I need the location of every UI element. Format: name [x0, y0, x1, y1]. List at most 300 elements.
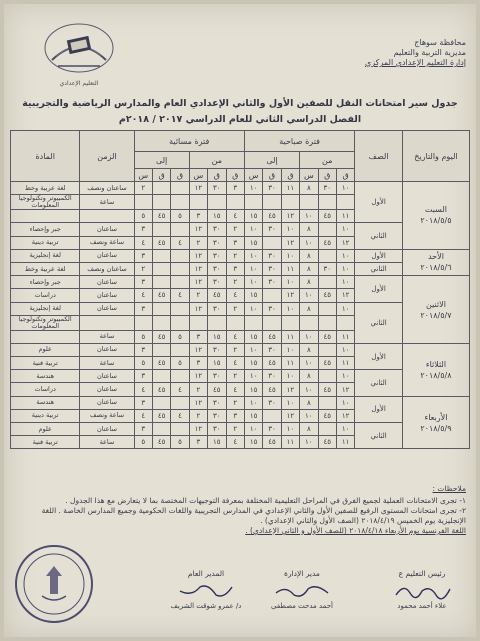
time-cell — [152, 276, 170, 289]
duration-cell: ساعتان — [80, 343, 134, 356]
time-cell — [318, 195, 336, 210]
document-page — [4, 4, 476, 637]
day-date-cell — [402, 343, 469, 396]
time-cell: ١٥ — [244, 357, 262, 370]
document-title: جدول سير امتحانات النقل للصفين الأول والثاني الإعدادي العام والمدارس الرياضية والتجريبية — [22, 98, 458, 109]
time-cell: ٣ — [189, 436, 207, 449]
time-cell: ٣٠ — [208, 262, 226, 275]
time-cell: ١٠ — [281, 396, 299, 409]
duration-cell: ساعتان — [80, 423, 134, 436]
time-cell — [300, 195, 318, 210]
time-cell — [152, 195, 170, 210]
time-cell: ٢ — [226, 302, 244, 315]
time-cell — [171, 195, 189, 210]
time-cell: ١٢ — [189, 262, 207, 275]
notes-title: ملاحظات : — [432, 484, 466, 493]
time-cell: ٣ — [134, 343, 152, 356]
header-time-unit: ق — [171, 169, 189, 182]
duration-cell — [80, 315, 134, 330]
time-cell: ٤٥ — [152, 289, 170, 302]
time-cell: ١٥ — [208, 210, 226, 223]
time-cell: ٨ — [300, 423, 318, 436]
time-cell — [171, 276, 189, 289]
header-time-unit: ق — [152, 169, 170, 182]
subject-cell — [11, 210, 80, 223]
time-cell: ٤ — [134, 236, 152, 249]
header-time-unit: س — [300, 169, 318, 182]
time-cell: ١٠ — [281, 302, 299, 315]
time-cell: ٣٠ — [263, 262, 281, 275]
time-cell — [318, 343, 336, 356]
time-cell: ١٠ — [244, 370, 262, 383]
subject-cell: تربية فنية — [11, 436, 80, 449]
time-cell: ٤٥ — [208, 383, 226, 396]
signature-block-2 — [262, 569, 342, 610]
time-cell: ١٠ — [336, 182, 354, 195]
time-cell: ١٠ — [300, 409, 318, 422]
signature-name: علاء أحمد محمود — [397, 602, 447, 610]
header-morning-to: إلى — [244, 152, 299, 169]
time-cell: ٤٥ — [263, 436, 281, 449]
duration-cell: ساعتان — [80, 383, 134, 396]
time-cell — [318, 423, 336, 436]
time-cell: ١٢ — [336, 236, 354, 249]
header-time-unit: ق — [263, 169, 281, 182]
time-cell: ٢ — [189, 289, 207, 302]
header-time-unit: ق — [281, 169, 299, 182]
time-cell: ٣٠ — [208, 182, 226, 195]
time-cell: ١٠ — [244, 262, 262, 275]
time-cell — [318, 370, 336, 383]
table-row — [11, 423, 470, 436]
time-cell: ١٥ — [244, 210, 262, 223]
time-cell — [318, 249, 336, 262]
duration-cell: ساعة ونصف — [80, 236, 134, 249]
time-cell: ٢ — [226, 423, 244, 436]
header-evening: فترة مسائية — [134, 131, 244, 152]
time-cell: ١١ — [281, 357, 299, 370]
time-cell: ٨ — [300, 396, 318, 409]
day-date-cell — [402, 249, 469, 275]
time-cell: ١٠ — [336, 396, 354, 409]
time-cell — [171, 343, 189, 356]
logo-caption: التعليم الإعدادي — [59, 80, 99, 87]
time-cell: ٣٠ — [208, 302, 226, 315]
time-cell: ١٢ — [336, 383, 354, 396]
time-cell: ١٥ — [244, 436, 262, 449]
time-cell: ٤٥ — [318, 383, 336, 396]
time-cell: ٤ — [171, 289, 189, 302]
duration-cell: ساعتان — [80, 276, 134, 289]
table-row — [11, 249, 470, 262]
time-cell — [171, 223, 189, 236]
time-cell: ١٠ — [244, 249, 262, 262]
subject-cell: تربية فنية — [11, 357, 80, 370]
time-cell: ٥ — [171, 357, 189, 370]
exam-date: ٢٠١٨/٥/٦ — [420, 263, 452, 273]
time-cell: ١٠ — [300, 289, 318, 302]
time-cell: ٢ — [189, 236, 207, 249]
time-cell: ٣ — [134, 223, 152, 236]
time-cell — [171, 182, 189, 195]
header-time-unit: ق — [336, 169, 354, 182]
time-cell: ٢ — [226, 396, 244, 409]
time-cell — [152, 396, 170, 409]
time-cell: ٢ — [134, 182, 152, 195]
subject-cell: لغة عربية وخط — [11, 182, 80, 195]
time-cell: ١٠ — [336, 370, 354, 383]
duration-cell: ساعتان — [80, 289, 134, 302]
note-1: ١- تجرى الامتحانات العملية لجميع الفرق في المراحل التعليمية المختلفة بمعرفة التوجيهات المختصة بما لا يتعارض مع هذا الجدول . — [65, 496, 466, 505]
time-cell: ٤ — [226, 357, 244, 370]
day-name: الثلاثاء — [425, 359, 447, 369]
time-cell: ٣٠ — [263, 182, 281, 195]
time-cell — [134, 315, 152, 330]
time-cell — [336, 315, 354, 330]
duration-cell — [80, 210, 134, 223]
time-cell: ٣ — [134, 370, 152, 383]
time-cell: ٤ — [171, 409, 189, 422]
time-cell: ٤٥ — [318, 236, 336, 249]
time-cell: ٤٥ — [318, 436, 336, 449]
time-cell: ٨ — [300, 302, 318, 315]
grade-cell: الثاني — [355, 262, 403, 275]
time-cell: ٥ — [171, 210, 189, 223]
subject-cell: هندسة — [11, 370, 80, 383]
time-cell: ٤ — [134, 409, 152, 422]
subject-cell: لغة إنجليزية — [11, 302, 80, 315]
time-cell — [244, 315, 262, 330]
time-cell: ٣ — [134, 276, 152, 289]
time-cell: ٣ — [189, 330, 207, 343]
time-cell: ٤٥ — [318, 210, 336, 223]
subject-cell: الكمبيوتر وتكنولوجيا المعلومات — [11, 315, 80, 330]
signatures — [18, 569, 468, 629]
time-cell: ٣ — [134, 302, 152, 315]
ministry-logo-icon — [42, 20, 116, 82]
grade-cell: الأول — [355, 396, 403, 422]
time-cell: ١١ — [281, 330, 299, 343]
note-3: اللغة الفرنسية يوم الأربعاء ٢٠١٨/٤/١٨ (للصف الأول و الثاني الإعدادي) . — [245, 526, 466, 535]
time-cell — [318, 396, 336, 409]
time-cell: ١٢ — [281, 289, 299, 302]
time-cell: ١٢ — [189, 249, 207, 262]
time-cell: ٣ — [134, 249, 152, 262]
day-name: الاثنين — [425, 299, 446, 309]
time-cell: ٤ — [226, 289, 244, 302]
time-cell: ٨ — [300, 249, 318, 262]
time-cell: ١٢ — [189, 223, 207, 236]
time-cell: ٨ — [300, 262, 318, 275]
time-cell: ٤ — [226, 210, 244, 223]
time-cell — [152, 315, 170, 330]
signature-title: المدير العام — [187, 569, 225, 578]
time-cell: ٤ — [134, 289, 152, 302]
time-cell — [281, 315, 299, 330]
subject-cell: جبر وإحصاء — [11, 223, 80, 236]
time-cell: ١١ — [336, 210, 354, 223]
time-cell — [318, 315, 336, 330]
time-cell: ١٠ — [336, 223, 354, 236]
time-cell: ١٠ — [281, 249, 299, 262]
time-cell: ٢ — [226, 370, 244, 383]
signature-title: مدير الإدارة — [284, 569, 320, 578]
time-cell — [318, 223, 336, 236]
time-cell: ٢ — [226, 343, 244, 356]
time-cell: ١٥ — [208, 330, 226, 343]
signature-name: أحمد مدحت مصطفى — [270, 602, 333, 610]
time-cell — [336, 195, 354, 210]
time-cell: ٣٠ — [263, 396, 281, 409]
exam-schedule-table — [10, 130, 470, 449]
subject-cell: علوم — [11, 423, 80, 436]
time-cell: ٤٥ — [208, 289, 226, 302]
header-day-date: اليوم والتاريخ — [402, 131, 469, 182]
time-cell — [281, 195, 299, 210]
time-cell — [152, 370, 170, 383]
subject-cell: دراسات — [11, 383, 80, 396]
time-cell: ١٢ — [281, 383, 299, 396]
signature-title: رئيس التعليم ع — [398, 569, 446, 578]
time-cell: ١٢ — [281, 409, 299, 422]
time-cell: ٤٥ — [152, 357, 170, 370]
exam-date: ٢٠١٨/٥/٥ — [420, 216, 452, 226]
time-cell: ٤ — [171, 383, 189, 396]
time-cell: ٣٠ — [208, 223, 226, 236]
time-cell: ٣ — [134, 423, 152, 436]
time-cell — [189, 195, 207, 210]
time-cell: ١٥ — [208, 357, 226, 370]
subject-cell: لغة إنجليزية — [11, 249, 80, 262]
time-cell: ٤٥ — [263, 383, 281, 396]
time-cell: ١٢ — [281, 236, 299, 249]
time-cell — [318, 302, 336, 315]
time-cell — [263, 195, 281, 210]
time-cell: ١١ — [336, 330, 354, 343]
duration-cell: ساعتان ونصف — [80, 182, 134, 195]
time-cell: ٣ — [226, 409, 244, 422]
time-cell: ٣٠ — [263, 343, 281, 356]
duration-cell: ساعتان — [80, 249, 134, 262]
time-cell: ٥ — [171, 436, 189, 449]
handwritten-signature-icon — [392, 581, 452, 601]
time-cell: ١٥ — [244, 236, 262, 249]
grade-cell: الثاني — [355, 423, 403, 449]
header-evening-from: من — [189, 152, 244, 169]
time-cell — [152, 302, 170, 315]
grade-cell: الثاني — [355, 223, 403, 249]
exam-date: ٢٠١٨/٥/٨ — [420, 370, 452, 380]
time-cell: ٤ — [134, 383, 152, 396]
subject-cell: الكمبيوتر وتكنولوجيا المعلومات — [11, 195, 80, 210]
time-cell: ٣٠ — [208, 423, 226, 436]
time-cell: ٣ — [134, 396, 152, 409]
time-cell — [171, 302, 189, 315]
table-row — [11, 276, 470, 289]
time-cell: ١٠ — [281, 276, 299, 289]
time-cell: ٣ — [189, 210, 207, 223]
time-cell: ٣٠ — [263, 249, 281, 262]
header-time-unit: ق — [208, 169, 226, 182]
time-cell: ١٠ — [336, 262, 354, 275]
time-cell: ١٠ — [300, 436, 318, 449]
time-cell: ٤٥ — [318, 289, 336, 302]
header-morning-from: من — [300, 152, 355, 169]
day-name: الأربعاء — [424, 412, 448, 422]
time-cell — [152, 423, 170, 436]
subject-cell: لغة عربية وخط — [11, 262, 80, 275]
exam-date: ٢٠١٨/٥/٩ — [420, 423, 452, 433]
time-cell: ١٢ — [189, 276, 207, 289]
note-2: ٢- تجرى امتحانات المستوى الرفيع للصفين الأول والثاني الإعدادي في المدارس التجريبية واللغات الحكومية وجميع المدارس الخاصة . اللغة الإنجليزية يوم الخميس ٢٠١٨/٤/١٩ (الصف الأول والثاني الإعدادي) . — [41, 506, 466, 525]
time-cell: ٣٠ — [318, 182, 336, 195]
time-cell: ١٠ — [281, 343, 299, 356]
time-cell — [189, 315, 207, 330]
time-cell: ٤٥ — [263, 357, 281, 370]
subject-cell: جبر وإحصاء — [11, 276, 80, 289]
signature-name: د/ عمرو شوقت الشريف — [170, 602, 242, 610]
time-cell: ٣٠ — [208, 236, 226, 249]
time-cell — [226, 315, 244, 330]
time-cell: ١١ — [336, 357, 354, 370]
header-subject: المادة — [11, 131, 80, 182]
duration-cell: ساعة — [80, 357, 134, 370]
time-cell: ١٢ — [189, 182, 207, 195]
time-cell: ٣٠ — [208, 249, 226, 262]
grade-cell: الأول — [355, 249, 403, 262]
time-cell: ١٥ — [244, 289, 262, 302]
time-cell: ١١ — [281, 262, 299, 275]
time-cell: ١٢ — [189, 302, 207, 315]
time-cell: ١٥ — [244, 383, 262, 396]
time-cell: ١٢ — [336, 289, 354, 302]
time-cell: ٤ — [226, 436, 244, 449]
time-cell: ٣٠ — [208, 370, 226, 383]
time-cell: ٥ — [171, 330, 189, 343]
time-cell: ١٠ — [336, 423, 354, 436]
handwritten-signature-icon — [176, 581, 236, 601]
header-time-unit: ق — [318, 169, 336, 182]
header-duration: الزمن — [80, 131, 134, 182]
exam-date: ٢٠١٨/٥/٧ — [420, 310, 452, 320]
time-cell: ٤ — [226, 383, 244, 396]
time-cell: ١٠ — [300, 357, 318, 370]
grade-cell: الأول — [355, 182, 403, 223]
duration-cell: ساعتان ونصف — [80, 262, 134, 275]
time-cell — [152, 343, 170, 356]
time-cell: ٢ — [226, 249, 244, 262]
handwritten-signature-icon — [272, 581, 332, 601]
subject-cell: دراسات — [11, 289, 80, 302]
time-cell: ٣٠ — [208, 396, 226, 409]
time-cell: ٣٠ — [318, 262, 336, 275]
grade-cell: الأول — [355, 276, 403, 302]
time-cell: ١٢ — [189, 423, 207, 436]
signature-block-3 — [166, 569, 246, 610]
time-cell: ٥ — [134, 357, 152, 370]
subject-cell: تربية دينية — [11, 236, 80, 249]
time-cell: ١٠ — [244, 223, 262, 236]
time-cell — [208, 315, 226, 330]
time-cell — [171, 315, 189, 330]
grade-cell: الثاني — [355, 370, 403, 396]
time-cell: ٣٠ — [263, 423, 281, 436]
table-row — [11, 370, 470, 383]
time-cell: ١٠ — [336, 302, 354, 315]
governorate-line: محافظة سوهاج — [414, 38, 466, 47]
day-name: الأحد — [427, 252, 444, 262]
time-cell: ١١ — [281, 436, 299, 449]
time-cell: ٢ — [226, 276, 244, 289]
header-time-unit: ق — [226, 169, 244, 182]
table-row — [11, 396, 470, 409]
header-time-unit: س — [189, 169, 207, 182]
table-row — [11, 343, 470, 356]
time-cell — [226, 195, 244, 210]
grade-cell: الثاني — [355, 302, 403, 343]
time-cell: ٤٥ — [318, 330, 336, 343]
time-cell: ١٠ — [281, 423, 299, 436]
time-cell — [263, 315, 281, 330]
time-cell: ٣٠ — [208, 409, 226, 422]
time-cell — [263, 236, 281, 249]
time-cell: ٣ — [226, 262, 244, 275]
table-row — [11, 182, 470, 195]
table-row — [11, 302, 470, 315]
time-cell: ٣٠ — [208, 343, 226, 356]
time-cell: ١٢ — [336, 409, 354, 422]
subject-cell: هندسة — [11, 396, 80, 409]
time-cell — [318, 276, 336, 289]
time-cell: ٥ — [134, 436, 152, 449]
time-cell: ٣٠ — [263, 370, 281, 383]
time-cell: ٤٥ — [263, 210, 281, 223]
administration-line: إدارة التعليم الإعدادي المركزي — [365, 58, 466, 67]
duration-cell: ساعتان — [80, 370, 134, 383]
time-cell: ٥ — [134, 210, 152, 223]
time-cell: ٤٥ — [318, 357, 336, 370]
table-row — [11, 262, 470, 275]
time-cell: ١٥ — [244, 330, 262, 343]
time-cell: ٢ — [226, 223, 244, 236]
day-date-cell — [402, 182, 469, 250]
time-cell: ٣٠ — [263, 276, 281, 289]
time-cell: ٣ — [189, 357, 207, 370]
time-cell: ١٠ — [244, 182, 262, 195]
time-cell: ١٥ — [208, 436, 226, 449]
time-cell — [263, 289, 281, 302]
duration-cell: ساعة ونصف — [80, 409, 134, 422]
time-cell: ٤ — [171, 236, 189, 249]
notes-section — [14, 484, 466, 536]
time-cell: ١٠ — [300, 383, 318, 396]
time-cell: ١٠ — [300, 236, 318, 249]
header-time-unit: س — [244, 169, 262, 182]
time-cell: ٨ — [300, 370, 318, 383]
time-cell: ٤٥ — [318, 409, 336, 422]
time-cell: ٥ — [134, 330, 152, 343]
time-cell — [171, 423, 189, 436]
time-cell: ١٢ — [189, 396, 207, 409]
time-cell: ٢ — [189, 409, 207, 422]
header-morning: فترة صباحية — [244, 131, 354, 152]
time-cell: ٤٥ — [152, 236, 170, 249]
directorate-line: مديرية التربية والتعليم — [393, 48, 466, 57]
time-cell — [152, 262, 170, 275]
time-cell: ٣٠ — [208, 276, 226, 289]
subject-cell: علوم — [11, 343, 80, 356]
time-cell: ٣ — [226, 236, 244, 249]
